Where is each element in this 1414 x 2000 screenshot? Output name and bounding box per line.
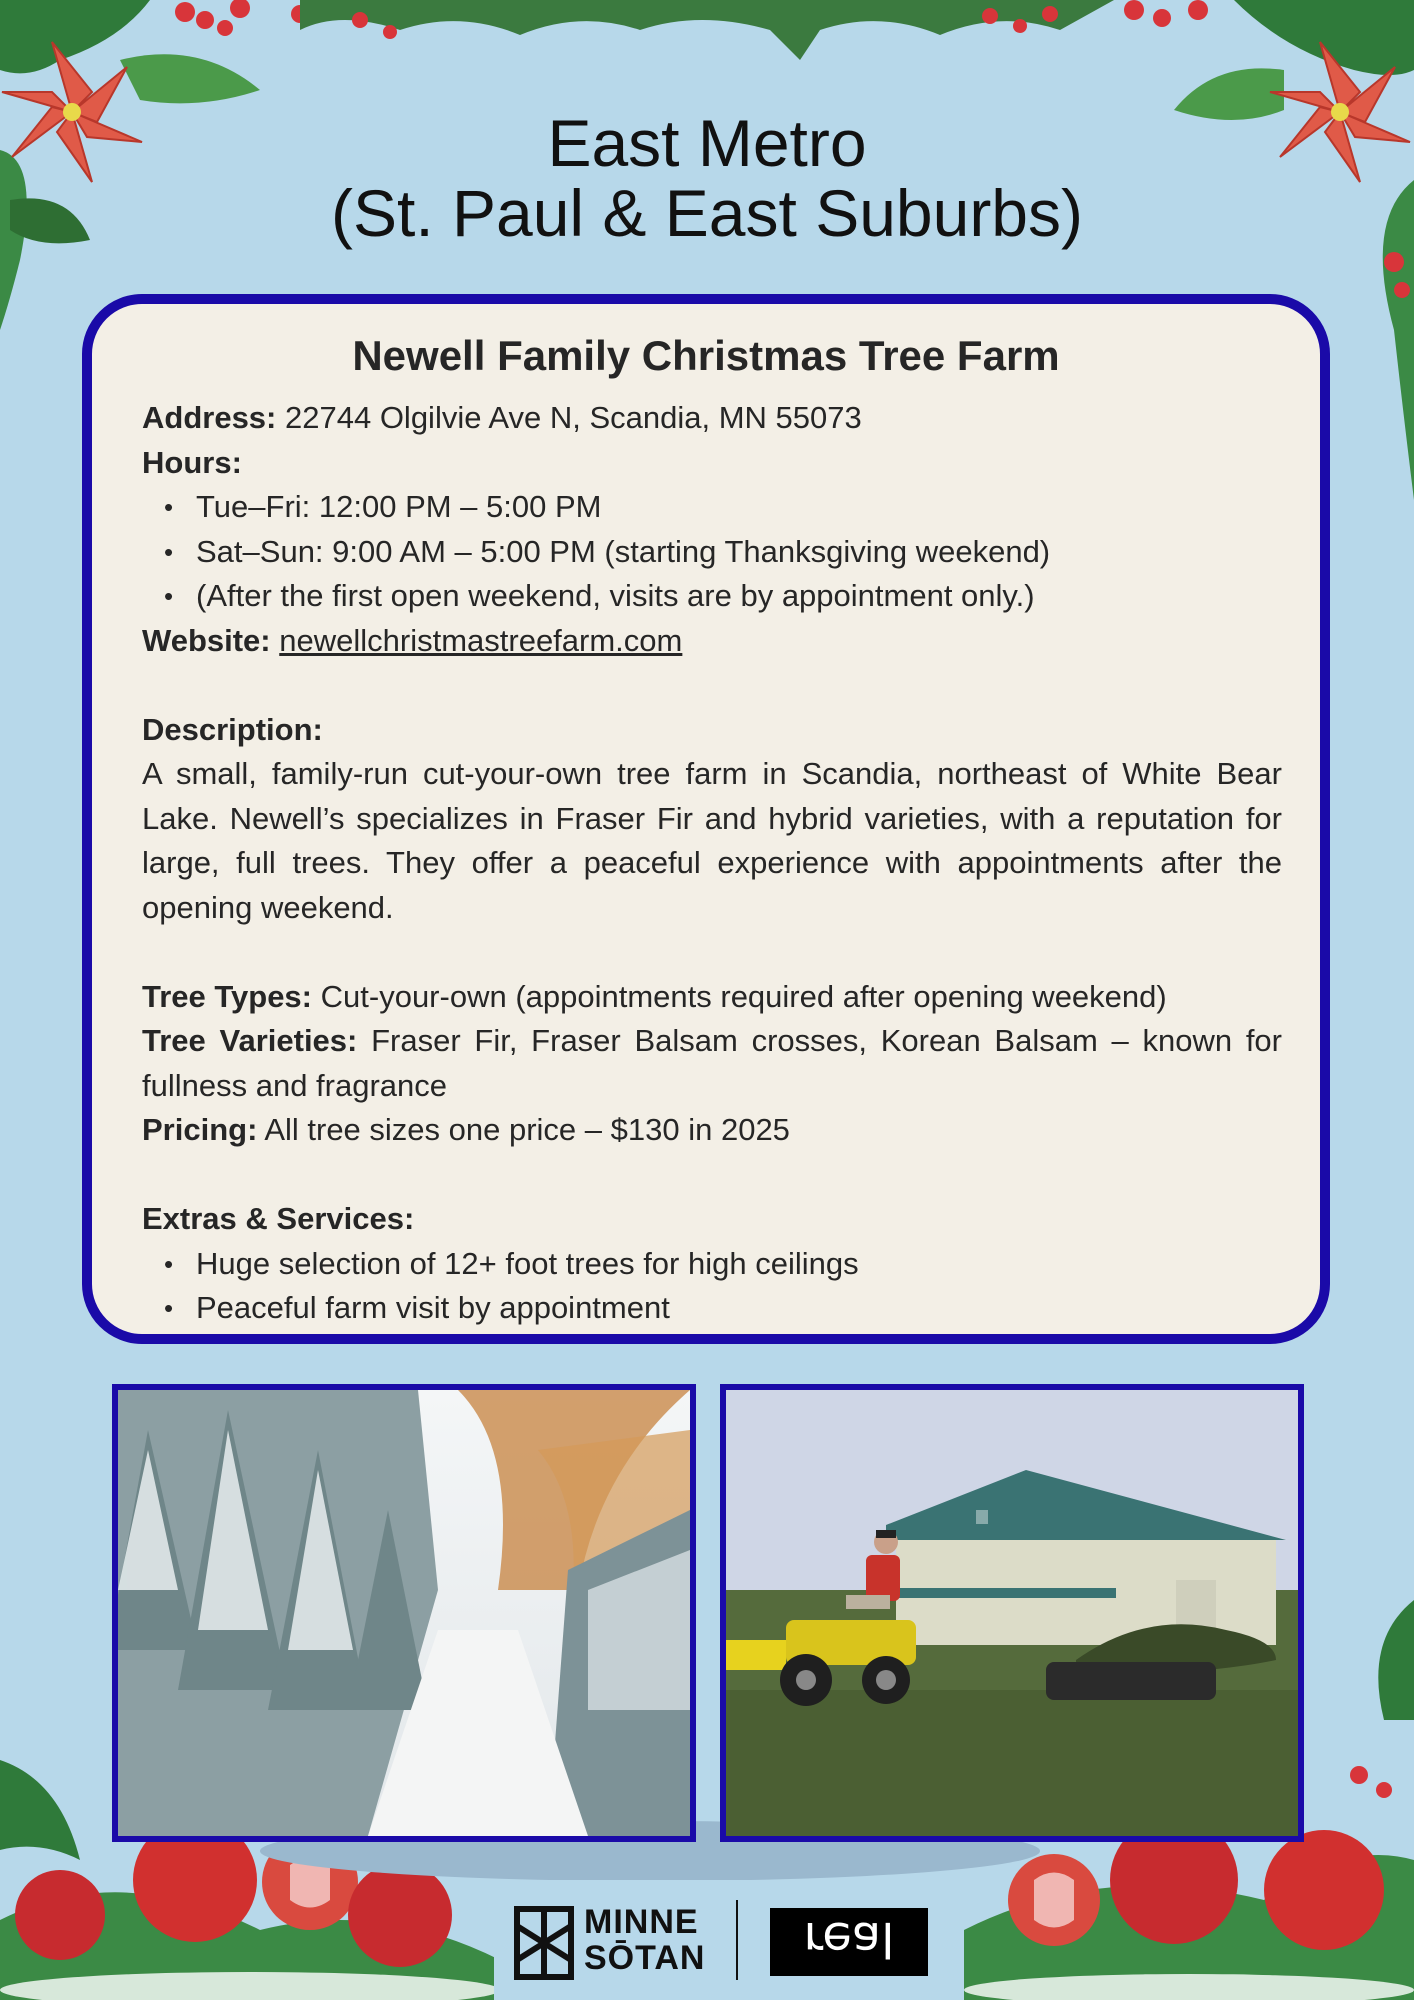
minnesotan-line1: MINNE (584, 1903, 699, 1941)
snowy-tree-rows-photo (112, 1384, 696, 1842)
real-logo-text: real (803, 1911, 895, 1967)
pricing-value: All tree sizes one price – $130 in 2025 (264, 1112, 790, 1147)
website-link[interactable]: newellchristmastreefarm.com (279, 622, 683, 658)
page-title-line1: East Metro (547, 106, 867, 180)
extras-label-line (142, 1197, 1282, 1242)
logo-divider (736, 1900, 738, 1980)
tree-types-value: Cut-your-own (appointments required after opening weekend) (320, 978, 1167, 1014)
description-text: A small, family-run cut-your-own tree farm in Scandia, northeast of White Bear Lake. Newell’s specializes in Fraser Fir and hybrid varieties, with a reputation for large, full trees. They offer a peaceful experience with appointments after the opening weekend. (142, 756, 1282, 925)
real-logo (770, 1908, 928, 1976)
minnesotan-logo-text (584, 1904, 705, 1976)
hours-label-line (142, 441, 1282, 486)
tree-varieties-value: Fraser Fir, Fraser Balsam crosses, Korean Balsam – known for fullness and fragrance (142, 1023, 1282, 1103)
description-label-line (142, 708, 1282, 753)
page-title-line2: (St. Paul & East Suburbs) (330, 176, 1083, 250)
pricing-label: Pricing: (142, 1112, 258, 1147)
description-label: Description: (142, 711, 323, 747)
minnesotan-line2: SŌTAN (584, 1939, 706, 1977)
farm-details (142, 396, 1282, 1331)
farm-name-heading: Newell Family Christmas Tree Farm (352, 332, 1060, 379)
website-line (142, 619, 1282, 664)
snowy-trees-illustration (118, 1390, 690, 1836)
tree-varieties-line (142, 1019, 1282, 1108)
tree-types-line (142, 975, 1282, 1020)
address-value: 22744 Olgilvie Ave N, Scandia, MN 55073 (285, 400, 862, 435)
extras-item: • Peaceful farm visit by appointment (142, 1286, 1282, 1331)
hours-item: • (After the first open weekend, visits are by appointment only.) (142, 574, 1282, 619)
tree-types-label: Tree Types: (142, 978, 313, 1014)
barn-atv-illustration (726, 1390, 1298, 1836)
address-line (142, 396, 1282, 441)
address-label: Address: (142, 400, 277, 435)
website-label: Website: (142, 622, 271, 658)
minnesotan-logo-mark-icon (514, 1906, 574, 1980)
extras-label: Extras & Services: (142, 1201, 415, 1236)
farm-barn-atv-photo (720, 1384, 1304, 1842)
hours-item: • Tue–Fri: 12:00 PM – 5:00 PM (142, 485, 1282, 530)
hours-item: • Sat–Sun: 9:00 AM – 5:00 PM (starting Thanksgiving weekend) (142, 530, 1282, 575)
page-title (0, 108, 1414, 248)
hours-label: Hours: (142, 444, 242, 480)
garland-top-decoration (300, 0, 1114, 70)
extras-item: • Huge selection of 12+ foot trees for high ceilings (142, 1242, 1282, 1287)
farm-info-card (82, 294, 1330, 1344)
sponsor-logos (494, 1880, 930, 2000)
tree-varieties-label: Tree Varieties: (142, 1023, 358, 1058)
pricing-line (142, 1108, 1282, 1153)
